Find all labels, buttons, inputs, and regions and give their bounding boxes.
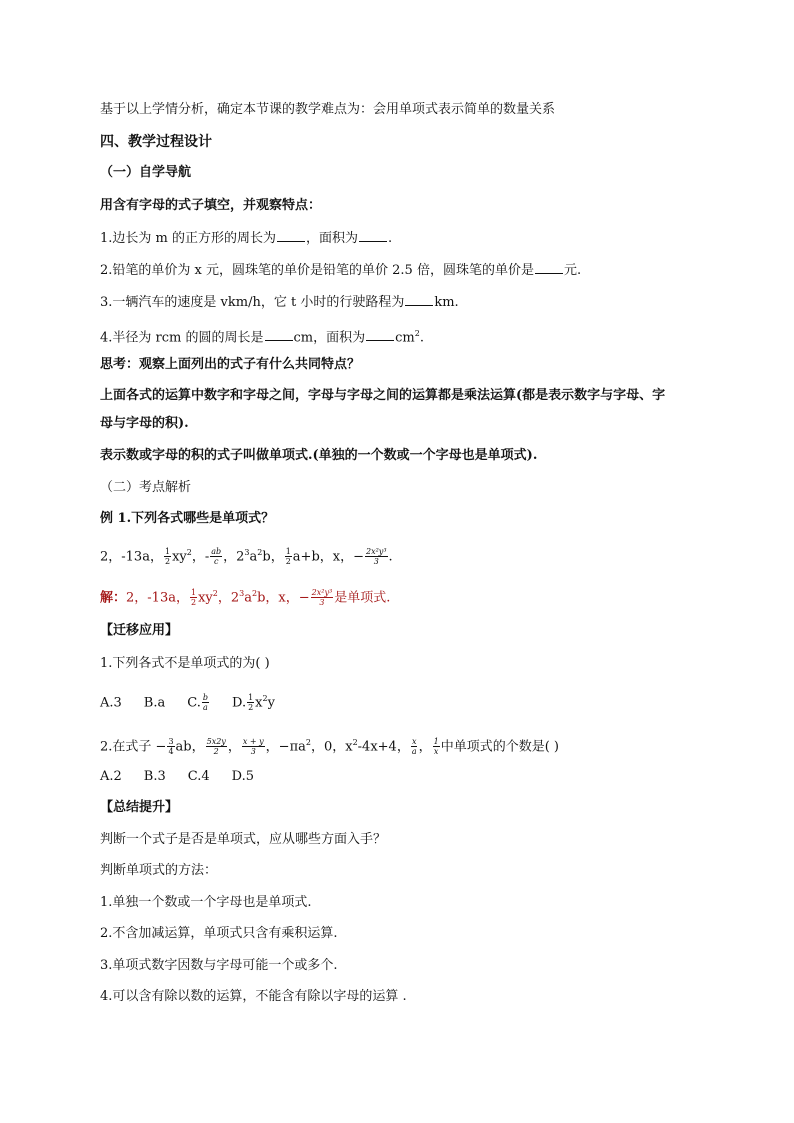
fraction-numerator: ab (211, 547, 222, 557)
fraction (285, 547, 292, 566)
answer-blank (366, 328, 394, 341)
fraction-numerator: 2x²y³ (366, 547, 387, 557)
exponent: 2 (352, 738, 358, 747)
exponent: 3 (239, 589, 245, 598)
transfer-question-1-options (100, 690, 275, 712)
q2-text-a: 2.铅笔的单价为 x 元，圆珠笔的单价是铅笔的单价 2.5 倍，圆珠笔的单价是 (100, 263, 534, 278)
option-d: D.5 (231, 769, 255, 784)
fraction-denominator: a (411, 747, 417, 757)
exponent: 2 (262, 694, 268, 703)
fraction (365, 547, 388, 566)
expr-text: a (249, 549, 258, 565)
answer-blank (405, 293, 433, 306)
fraction (210, 547, 222, 566)
observation-line-2: 母与字母的积). (100, 416, 189, 431)
definition: 表示数或字母的积的式子叫做单项式.(单独的一个数或一个字母也是单项式). (100, 448, 538, 463)
summary-title: 【总结提升】 (100, 800, 179, 815)
example-1-expression (100, 544, 393, 566)
question-3 (100, 293, 459, 312)
fraction-denominator: 3 (250, 747, 256, 757)
exponent: 2 (212, 589, 218, 598)
fraction-denominator: x (433, 747, 439, 757)
fraction-denominator: 2 (213, 747, 219, 757)
fraction-numerator: 1 (248, 693, 254, 703)
option-a: A.2 (100, 769, 122, 784)
q1-text-b: ，面积为 (306, 231, 359, 246)
option-a: A.3 (100, 695, 122, 711)
summary-question: 判断一个式子是否是单项式，应从哪些方面入手？ (100, 832, 387, 847)
question-4 (100, 325, 424, 347)
option-d: D. (231, 695, 247, 711)
fraction (247, 693, 254, 712)
answer-text: 2，-13a， (126, 590, 189, 606)
question-1 (100, 229, 392, 248)
fraction (411, 737, 418, 756)
rule-1: 1.单独一个数或一个字母也是单项式. (100, 895, 312, 910)
q1-text-a: 1.边长为 m 的正方形的周长为 (100, 231, 276, 246)
q-text: ，−πa (265, 739, 306, 755)
fraction-denominator: 2 (285, 557, 291, 567)
fraction (311, 588, 334, 607)
q-text: ，0，x (310, 739, 353, 755)
answer-label: 解： (100, 590, 127, 606)
option-b: B.a (143, 695, 166, 711)
rule-4: 4.可以含有除以数的运算，不能含有除以字母的运算 . (100, 989, 407, 1004)
rule-2: 2.不含加减运算，单项式只含有乘积运算. (100, 926, 338, 941)
fraction-numerator: 1 (285, 547, 291, 557)
q4-text-c: cm (395, 330, 415, 346)
q4-sup: 2 (414, 329, 420, 338)
q1-text-c: . (388, 231, 393, 246)
fraction (167, 737, 174, 756)
expr-text: ，2 (223, 549, 245, 565)
fraction-denominator: 4 (168, 747, 174, 757)
expr-text: xy (172, 549, 187, 565)
fraction-numerator: 1 (433, 737, 439, 747)
answer-blank (359, 229, 387, 242)
exponent: 2 (305, 738, 311, 747)
q-text: 中单项式的个数是( ) (440, 739, 559, 755)
q3-text-b: km. (434, 295, 459, 310)
summary-method: 判断单项式的方法： (100, 863, 218, 878)
expr-text: a+b，x，− (292, 549, 364, 565)
fraction-denominator: 3 (373, 557, 379, 567)
answer-blank (265, 328, 293, 341)
fraction-denominator: 3 (319, 598, 325, 608)
example-1-title: 例 1.下列各式哪些是单项式？ (100, 511, 275, 526)
answer-blank (277, 229, 305, 242)
fraction (202, 693, 209, 712)
transfer-question-1: 1.下列各式不是单项式的为( ) (100, 656, 270, 671)
q-text: 2.在式子 − (100, 739, 167, 755)
section-title: 四、教学过程设计 (100, 134, 212, 150)
q-text: ， (418, 739, 432, 755)
part2-title: （二）考点解析 (100, 480, 192, 495)
q3-text-a: 3.一辆汽车的速度是 vkm/h，它 t 小时的行驶路程为 (100, 295, 405, 310)
fraction (164, 547, 171, 566)
option-d-text: y (267, 695, 275, 711)
fraction (206, 737, 227, 756)
answer-text: 是单项式. (334, 590, 391, 606)
transfer-question-2 (100, 734, 559, 756)
task-intro: 用含有字母的式子填空，并观察特点： (100, 198, 322, 213)
fraction-numerator: 3 (168, 737, 174, 747)
exponent: 3 (244, 548, 250, 557)
expr-text: ，- (191, 549, 210, 565)
think-prompt: 思考：观察上面列出的式子有什么共同特点？ (100, 357, 361, 372)
fraction-denominator: 2 (164, 557, 171, 567)
fraction-numerator: x (411, 737, 417, 747)
part1-title: （一）自学导航 (100, 165, 192, 180)
fraction-numerator: 2x²y³ (311, 588, 333, 598)
fraction (242, 737, 265, 756)
fraction-numerator: x + y (242, 737, 264, 747)
fraction-denominator: c (213, 557, 219, 567)
exponent: 2 (186, 548, 192, 557)
q-text: -4x+4， (357, 739, 410, 755)
fraction (190, 588, 197, 607)
q4-text-a: 4.半径为 rcm 的圆的周长是 (100, 330, 264, 346)
exponent: 2 (257, 548, 263, 557)
q4-text-b: cm，面积为 (293, 330, 366, 346)
example-1-answer (100, 585, 390, 607)
q4-text-d: . (419, 330, 424, 346)
rule-3: 3.单项式数字因数与字母可能一个或多个. (100, 958, 338, 973)
transfer-question-2-options (100, 768, 254, 786)
option-d-text: x (255, 695, 263, 711)
transfer-title: 【迁移应用】 (100, 623, 179, 638)
fraction-denominator: 2 (248, 703, 254, 713)
answer-blank (535, 261, 563, 274)
answer-text: a (244, 590, 252, 606)
fraction (433, 737, 440, 756)
question-2 (100, 261, 581, 280)
observation-line-1: 上面各式的运算中数字和字母之间，字母与字母之间的运算都是乘法运算(都是表示数字与字母、字 (100, 388, 666, 403)
expr-text: b， (262, 549, 284, 565)
fraction-numerator: 1 (164, 547, 171, 557)
exponent: 2 (252, 589, 258, 598)
fraction-numerator: 1 (190, 588, 197, 598)
fraction-denominator: a (203, 703, 208, 713)
fraction-numerator: b (202, 693, 208, 703)
expr-text: 2，-13a， (100, 549, 163, 565)
answer-text: xy (198, 590, 213, 606)
option-c: C.4 (187, 769, 210, 784)
fraction-numerator: 5x2y (206, 737, 226, 747)
option-c: C. (187, 695, 201, 711)
option-b: B.3 (143, 769, 166, 784)
q-text: ab， (175, 739, 205, 755)
fraction-denominator: 2 (190, 598, 197, 608)
intro-paragraph: 基于以上学情分析，确定本节课的教学难点为：会用单项式表示简单的数量关系 (100, 102, 556, 117)
answer-text: ，2 (217, 590, 240, 606)
answer-text: b，x，− (257, 590, 310, 606)
q2-text-b: 元. (563, 263, 582, 278)
q-text: ， (227, 739, 241, 755)
expr-text: . (388, 549, 393, 565)
